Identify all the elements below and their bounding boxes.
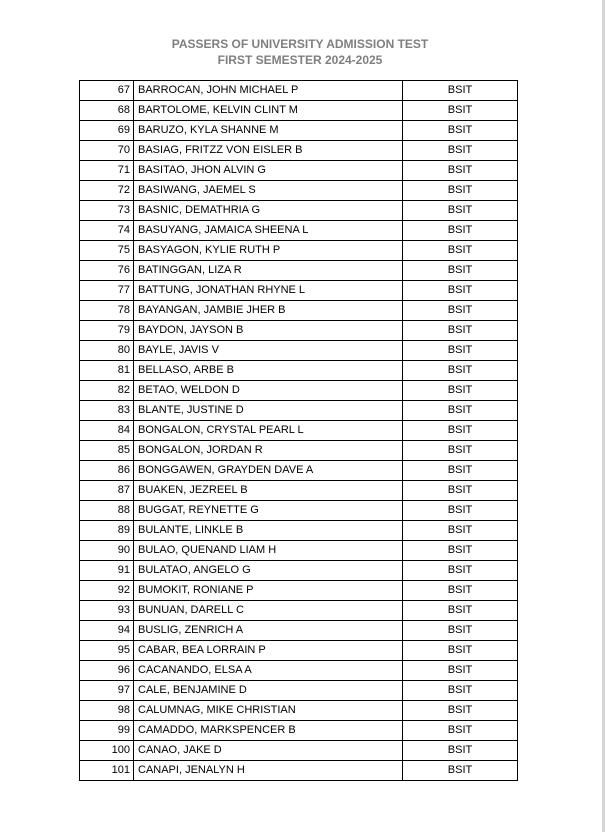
table-row [80, 201, 518, 221]
row-number: 99 [80, 721, 134, 741]
row-number: 72 [80, 181, 134, 201]
course-code: BSIT [403, 321, 518, 341]
document-subtitle: FIRST SEMESTER 2024-2025 [217, 53, 383, 67]
table-row [80, 341, 518, 361]
row-number: 86 [80, 461, 134, 481]
row-number: 84 [80, 421, 134, 441]
passer-name: BONGALON, JORDAN R [134, 441, 403, 461]
passer-name: CALUMNAG, MIKE CHRISTIAN [134, 701, 403, 721]
table-row [80, 81, 518, 101]
table-row [80, 361, 518, 381]
passer-name: BONGGAWEN, GRAYDEN DAVE A [134, 461, 403, 481]
course-code: BSIT [403, 421, 518, 441]
table-row [80, 101, 518, 121]
row-number: 92 [80, 581, 134, 601]
row-number: 98 [80, 701, 134, 721]
passers-table [79, 80, 518, 781]
passer-name: BASYAGON, KYLIE RUTH P [134, 241, 403, 261]
passer-name: BULANTE, LINKLE B [134, 521, 403, 541]
table-row [80, 281, 518, 301]
table-row [80, 241, 518, 261]
course-code: BSIT [403, 621, 518, 641]
table-row [80, 181, 518, 201]
course-code: BSIT [403, 241, 518, 261]
row-number: 90 [80, 541, 134, 561]
document-title: PASSERS OF UNIVERSITY ADMISSION TEST [171, 37, 429, 51]
row-number: 75 [80, 241, 134, 261]
passer-name: BUMOKIT, RONIANE P [134, 581, 403, 601]
course-code: BSIT [403, 161, 518, 181]
row-number: 76 [80, 261, 134, 281]
course-code: BSIT [403, 641, 518, 661]
course-code: BSIT [403, 401, 518, 421]
row-number: 69 [80, 121, 134, 141]
passer-name: BETAO, WELDON D [134, 381, 403, 401]
passer-name: CANAO, JAKE D [134, 741, 403, 761]
passer-name: BATTUNG, JONATHAN RHYNE L [134, 281, 403, 301]
course-code: BSIT [403, 541, 518, 561]
table-row [80, 401, 518, 421]
passer-name: BARTOLOME, KELVIN CLINT M [134, 101, 403, 121]
passer-name: BONGALON, CRYSTAL PEARL L [134, 421, 403, 441]
table-row [80, 661, 518, 681]
course-code: BSIT [403, 441, 518, 461]
course-code: BSIT [403, 461, 518, 481]
row-number: 95 [80, 641, 134, 661]
table-row [80, 561, 518, 581]
course-code: BSIT [403, 361, 518, 381]
table-row [80, 621, 518, 641]
row-number: 93 [80, 601, 134, 621]
course-code: BSIT [403, 521, 518, 541]
course-code: BSIT [403, 221, 518, 241]
table-row [80, 381, 518, 401]
row-number: 79 [80, 321, 134, 341]
passer-name: BAYDON, JAYSON B [134, 321, 403, 341]
course-code: BSIT [403, 561, 518, 581]
course-code: BSIT [403, 501, 518, 521]
passer-name: CALE, BENJAMINE D [134, 681, 403, 701]
table-row [80, 761, 518, 781]
row-number: 96 [80, 661, 134, 681]
passer-name: BASUYANG, JAMAICA SHEENA L [134, 221, 403, 241]
course-code: BSIT [403, 281, 518, 301]
table-row [80, 741, 518, 761]
passer-name: BARUZO, KYLA SHANNE M [134, 121, 403, 141]
course-code: BSIT [403, 701, 518, 721]
passer-name: CACANANDO, ELSA A [134, 661, 403, 681]
row-number: 97 [80, 681, 134, 701]
course-code: BSIT [403, 581, 518, 601]
row-number: 94 [80, 621, 134, 641]
course-code: BSIT [403, 741, 518, 761]
course-code: BSIT [403, 181, 518, 201]
course-code: BSIT [403, 81, 518, 101]
table-row [80, 681, 518, 701]
course-code: BSIT [403, 721, 518, 741]
passer-name: CAMADDO, MARKSPENCER B [134, 721, 403, 741]
passer-name: BULATAO, ANGELO G [134, 561, 403, 581]
row-number: 74 [80, 221, 134, 241]
table-row [80, 641, 518, 661]
table-row [80, 541, 518, 561]
row-number: 82 [80, 381, 134, 401]
course-code: BSIT [403, 661, 518, 681]
table-row [80, 421, 518, 441]
table-row [80, 521, 518, 541]
course-code: BSIT [403, 681, 518, 701]
passer-name: CABAR, BEA LORRAIN P [134, 641, 403, 661]
passer-name: BLANTE, JUSTINE D [134, 401, 403, 421]
table-row [80, 481, 518, 501]
row-number: 81 [80, 361, 134, 381]
table-row [80, 581, 518, 601]
table-row [80, 441, 518, 461]
table-row [80, 701, 518, 721]
passer-name: BUGGAT, REYNETTE G [134, 501, 403, 521]
row-number: 91 [80, 561, 134, 581]
course-code: BSIT [403, 261, 518, 281]
table-row [80, 141, 518, 161]
passer-name: CANAPI, JENALYN H [134, 761, 403, 781]
passer-name: BELLASO, ARBE B [134, 361, 403, 381]
course-code: BSIT [403, 601, 518, 621]
row-number: 77 [80, 281, 134, 301]
row-number: 78 [80, 301, 134, 321]
course-code: BSIT [403, 381, 518, 401]
row-number: 89 [80, 521, 134, 541]
passer-name: BASITAO, JHON ALVIN G [134, 161, 403, 181]
table-row [80, 121, 518, 141]
passer-name: BASNIC, DEMATHRIA G [134, 201, 403, 221]
course-code: BSIT [403, 481, 518, 501]
row-number: 68 [80, 101, 134, 121]
course-code: BSIT [403, 301, 518, 321]
row-number: 67 [80, 81, 134, 101]
table-row [80, 261, 518, 281]
row-number: 101 [80, 761, 134, 781]
passer-name: BASIAG, FRITZZ VON EISLER B [134, 141, 403, 161]
course-code: BSIT [403, 141, 518, 161]
table-row [80, 721, 518, 741]
passer-name: BUNUAN, DARELL C [134, 601, 403, 621]
row-number: 71 [80, 161, 134, 181]
passer-name: BATINGGAN, LIZA R [134, 261, 403, 281]
row-number: 80 [80, 341, 134, 361]
course-code: BSIT [403, 101, 518, 121]
row-number: 100 [80, 741, 134, 761]
table-row [80, 461, 518, 481]
passer-name: BASIWANG, JAEMEL S [134, 181, 403, 201]
row-number: 87 [80, 481, 134, 501]
row-number: 85 [80, 441, 134, 461]
course-code: BSIT [403, 201, 518, 221]
table-row [80, 321, 518, 341]
passer-name: BARROCAN, JOHN MICHAEL P [134, 81, 403, 101]
passer-name: BUSLIG, ZENRICH A [134, 621, 403, 641]
course-code: BSIT [403, 121, 518, 141]
row-number: 88 [80, 501, 134, 521]
table-row [80, 501, 518, 521]
passer-name: BAYLE, JAVIS V [134, 341, 403, 361]
row-number: 83 [80, 401, 134, 421]
row-number: 73 [80, 201, 134, 221]
row-number: 70 [80, 141, 134, 161]
course-code: BSIT [403, 341, 518, 361]
table-row [80, 601, 518, 621]
passer-name: BUAKEN, JEZREEL B [134, 481, 403, 501]
course-code: BSIT [403, 761, 518, 781]
passer-name: BULAO, QUENAND LIAM H [134, 541, 403, 561]
table-row [80, 221, 518, 241]
table-row [80, 161, 518, 181]
table-row [80, 301, 518, 321]
passer-name: BAYANGAN, JAMBIE JHER B [134, 301, 403, 321]
